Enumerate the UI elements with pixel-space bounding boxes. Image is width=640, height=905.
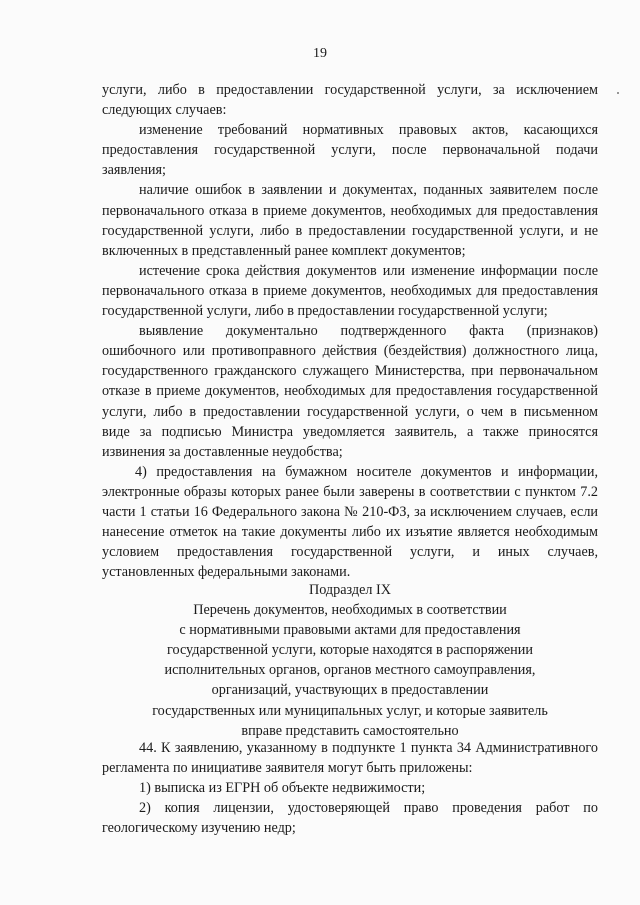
subsection-title: Подраздел IX [308, 582, 391, 598]
subsection-heading-line: исполнительных органов, органов местного самоуправления, [164, 662, 536, 679]
subsection-heading [102, 580, 598, 741]
subsection-heading-line: государственных или муниципальных услуг, и которые заявитель [152, 702, 548, 719]
paragraph-misconduct: выявление документально подтвержденного факта (признаков) ошибочного или противоправного действия (бездействия) должностного лица, государственного гражданского служащего Министерства, при первоначальном отказе в приеме документов, необходимых для предоставления государственной услуги, либо в предоставлении государственной услуги, о чем в письменном виде за подписью Министра уведомляется заявитель, а также приносятся извинения за доставленные неудобства; [102, 323, 598, 460]
paragraph-expiry: истечение срока действия документов или изменение информации после первоначального отказа в приеме документов, необходимых для предоставления государственной услуги, либо в предоставлении государственной услуги; [102, 262, 598, 320]
paragraph-legal-change: изменение требований нормативных правовых актов, касающихся предоставления государственной услуги, после первоначальной подачи заявления; [102, 122, 598, 179]
paragraph-continuation: услуги, либо в предоставлении государственной услуги, за исключением следующих случаев: [102, 82, 598, 119]
subsection-heading-line: Перечень документов, необходимых в соответствии [193, 602, 507, 619]
page-number: 19 [313, 46, 327, 61]
subsection-heading-line: вправе представить самостоятельно [241, 722, 459, 739]
scan-speck [617, 92, 619, 94]
section-44-item: 1) выписка из ЕГРН об объекте недвижимости; [139, 780, 426, 797]
subsection-heading-line: государственной услуги, которые находятся в распоряжении [167, 642, 533, 659]
section-44 [102, 738, 598, 838]
subsection-heading-line: с нормативными правовыми актами для предоставления [179, 622, 521, 639]
subsection-heading-line: организаций, участвующих в предоставлении [211, 682, 489, 699]
body-text [102, 80, 598, 582]
section-44-item: 2) копия лицензии, удостоверяющей право проведения работ по геологическому изучению недр; [102, 800, 598, 837]
paragraph-item-4: 4) предоставления на бумажном носителе документов и информации, электронные образы которых ранее были заверены в соответствии с пунктом 7.2 части 1 статьи 16 Федерального закона № 210-ФЗ, за исключением случаев, если нанесение отметок на такие документы либо их изъятие является необходимым условием предоставления государственной услуги, и иных случаев, установленных федеральными законами. [102, 463, 598, 581]
paragraph-errors: наличие ошибок в заявлении и документах, поданных заявителем после первоначального отказа в приеме документов, необходимых для предоставления государственной услуги, либо в предоставлении государственной услуги, и не включенных в представленный ранее комплект документов; [102, 182, 598, 259]
section-44-intro: 44. К заявлению, указанному в подпункте 1 пункта 34 Административного регламента по инициативе заявителя могут быть приложены: [102, 740, 598, 777]
